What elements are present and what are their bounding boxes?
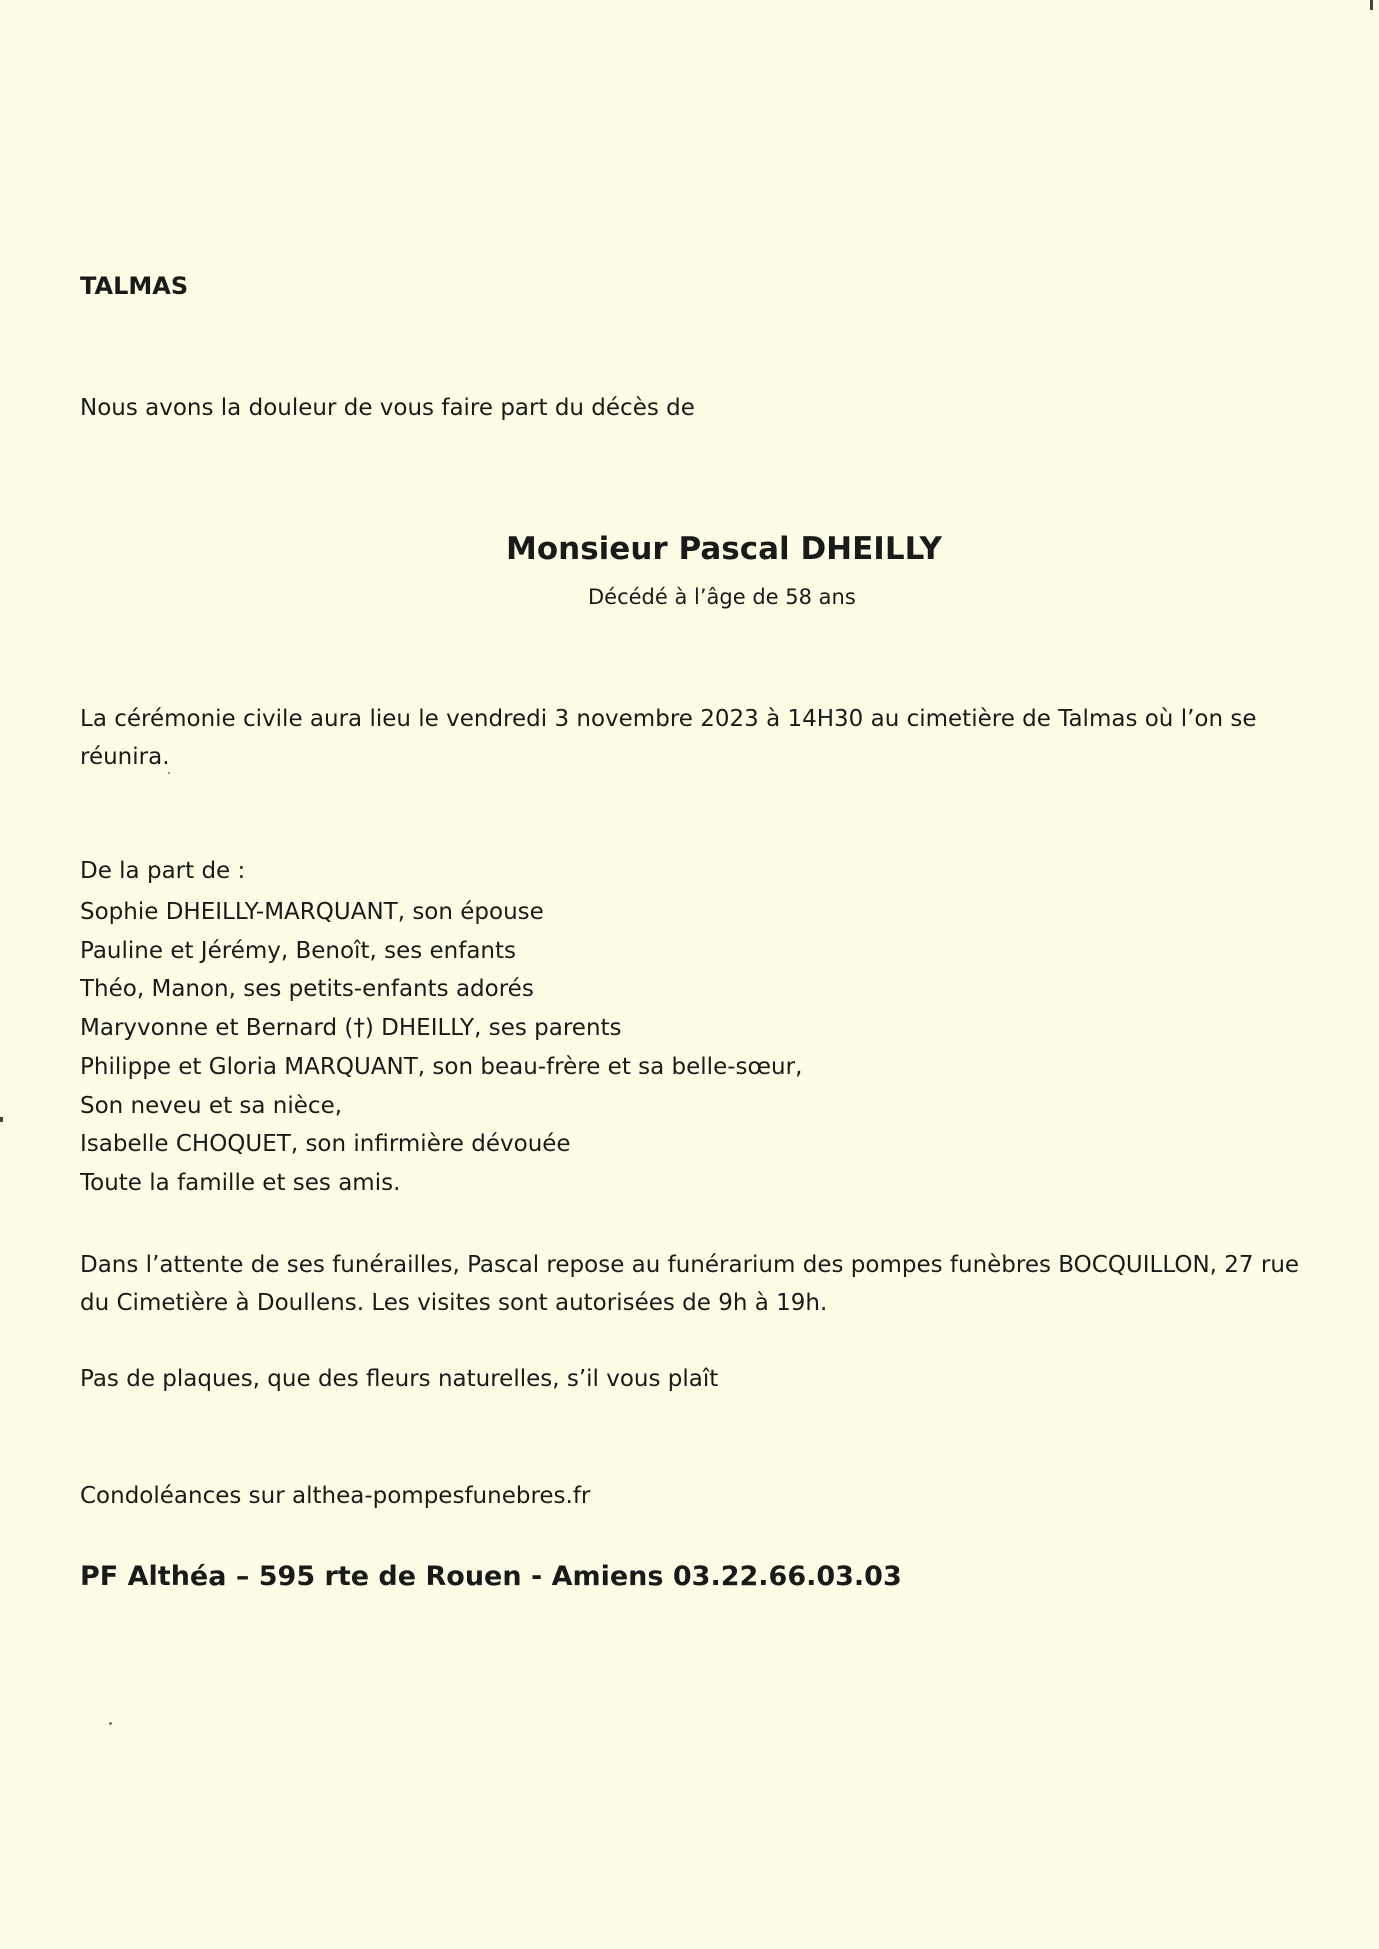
family-member: Isabelle CHOQUET, son infirmière dévouée	[80, 1131, 571, 1158]
family-member: Théo, Manon, ses petits-enfants adorés	[80, 976, 534, 1003]
place-title: TALMAS	[80, 272, 189, 300]
intro-text: Nous avons la douleur de vous faire part du décès de	[80, 395, 695, 421]
deceased-name: Monsieur Pascal DHEILLY	[506, 531, 942, 567]
family-member: Son neveu et sa nièce,	[80, 1092, 343, 1119]
ceremony-text: La cérémonie civile aura lieu le vendredi 3 novembre 2023 à 14H30 au cimetière de Talmas où l’on se réunira.	[80, 706, 1257, 770]
family-member: Maryvonne et Bernard (†) DHEILLY, ses parents	[80, 1015, 622, 1042]
funeral-home-footer: PF Althéa – 595 rte de Rouen - Amiens 03.22.66.03.03	[80, 1561, 902, 1592]
scan-mark	[0, 1117, 3, 1122]
flowers-request: Pas de plaques, que des fleurs naturelles, s’il vous plaît	[80, 1366, 719, 1392]
scan-mark	[1370, 0, 1373, 10]
family-list	[80, 893, 802, 1203]
family-member: Philippe et Gloria MARQUANT, son beau-frère et sa belle-sœur,	[80, 1053, 803, 1080]
age-line: Décédé à l’âge de 58 ans	[588, 585, 856, 609]
vigil-text: Dans l’attente de ses funérailles, Pascal repose au funérarium des pompes funèbres BOCQUILLON, 27 rue du Cimetière à Doullens. Les visites sont autorisées de 9h à 19h.	[80, 1252, 1300, 1316]
family-member: Pauline et Jérémy, Benoît, ses enfants	[80, 937, 517, 964]
scan-speck	[109, 1722, 112, 1725]
family-member: Sophie DHEILLY-MARQUANT, son épouse	[80, 899, 544, 925]
condolences-text: Condoléances sur althea-pompesfunebres.fr	[80, 1483, 591, 1509]
family-member: Toute la famille et ses amis.	[80, 1169, 401, 1196]
family-header: De la part de :	[80, 858, 246, 884]
